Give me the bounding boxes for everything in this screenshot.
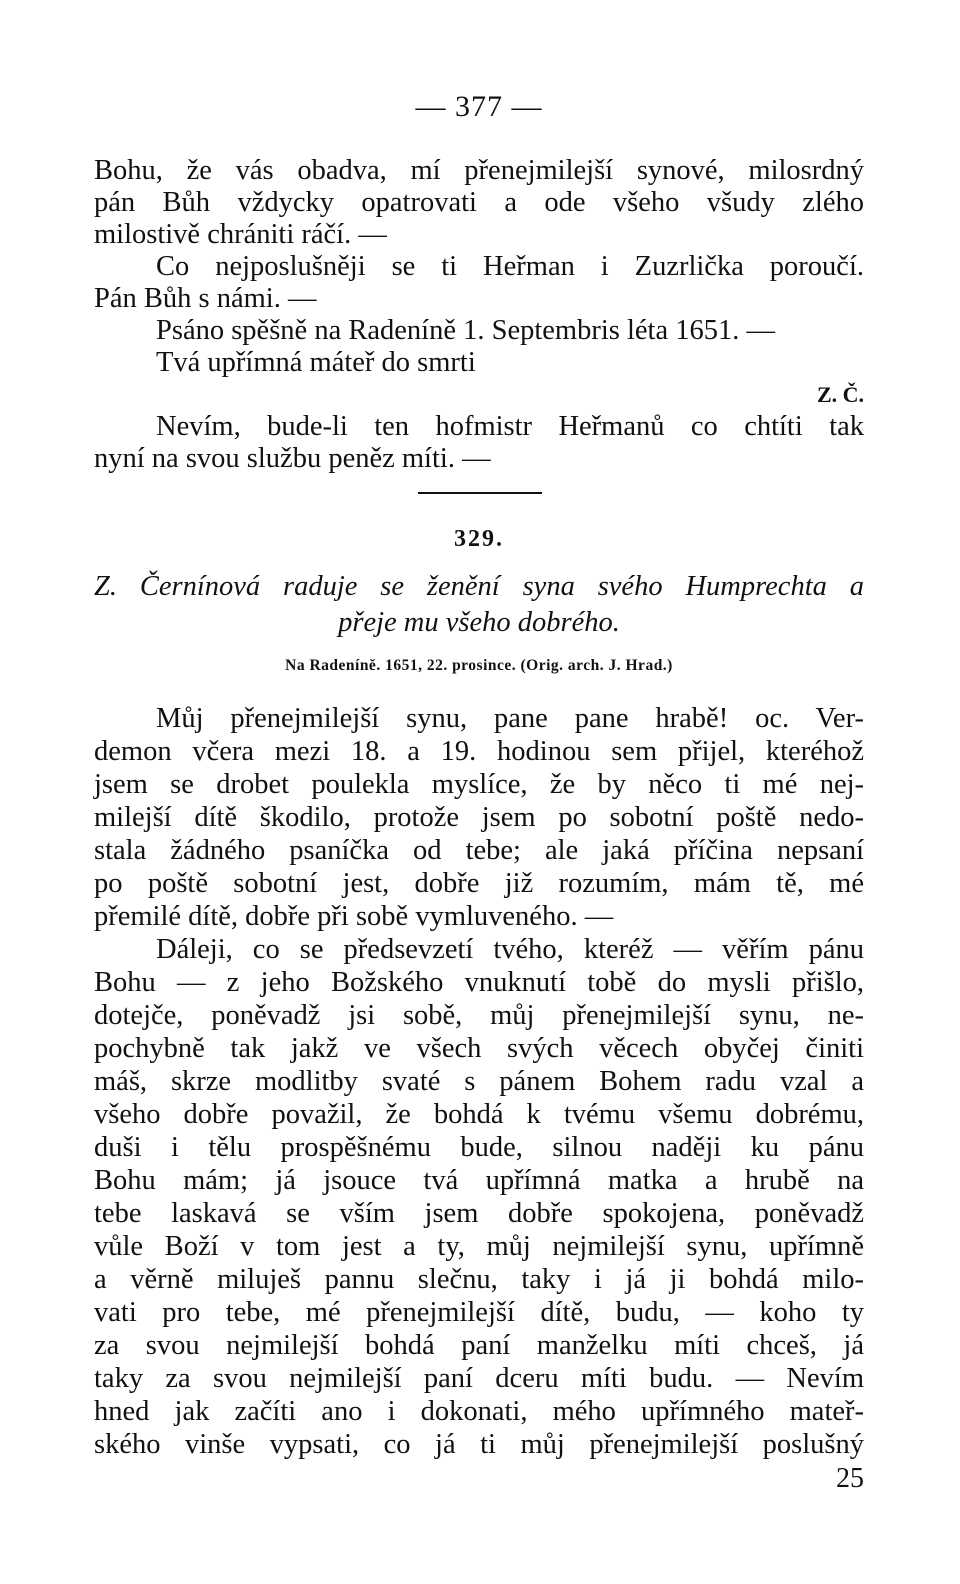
document-number: 329. (454, 526, 504, 552)
text-line: Dáleji, co se předsevzetí tvého, kteréž — věřím pánu (156, 934, 864, 965)
text-line: jsem se drobet poulekla myslíce, že by něco ti mé nej- (94, 769, 864, 800)
text-line: tebe laskavá se vším jsem dobře spokojena, poněvadž (94, 1198, 864, 1229)
text-line: Pán Bůh s námi. — (94, 283, 317, 314)
text-line: všeho dobře považil, že bohdá k tvému všemu dobrému, (94, 1099, 864, 1130)
text-line: po poště sobotní jest, dobře již rozumím, mám tě, mé (94, 868, 864, 899)
text-line: ského vinše vypsati, co já ti můj přenejmilejší poslušný (94, 1429, 864, 1460)
text-line: taky za svou nejmilejší paní dceru míti budu. — Nevím (94, 1363, 864, 1394)
source-note: Na Radeníně. 1651, 22. prosince. (Orig. arch. J. Hrad.) (285, 657, 673, 674)
text-line: milostivě chrániti ráčí. — (94, 219, 387, 250)
text-line: duši i tělu prospěšnému bude, silnou naději ku pánu (94, 1132, 864, 1163)
printer-signature-number: 25 (836, 1463, 864, 1494)
text-line: milejší dítě škodilo, protože jsem po sobotní poště nedo- (94, 802, 864, 833)
section-divider (418, 492, 542, 494)
text-line: hned jak začíti ano i dokonati, mého upřímného mateř- (94, 1396, 864, 1427)
text-line: vůle Boží v tom jest a ty, můj nejmilejší synu, upřímně (94, 1231, 864, 1262)
text-line: dotejče, poněvadž jsi sobě, můj přenejmilejší synu, ne- (94, 1000, 864, 1031)
signature-initials: Z. Č. (816, 382, 864, 407)
title-line: přeje mu všeho dobrého. (338, 607, 620, 638)
text-line: máš, skrze modlitby svaté s pánem Bohem radu vzal a (94, 1066, 864, 1097)
text-line: Co nejposlušněji se ti Heřman i Zuzrlička poroučí. (156, 251, 864, 282)
text-line: Nevím, bude-li ten hofmistr Heřmanů co chtíti tak (156, 411, 864, 442)
text-line: Bohu, že vás obadva, mí přenejmilejší synové, milosrdný (94, 155, 864, 186)
text-line: za svou nejmilejší bohdá paní manželku míti chceš, já (94, 1330, 864, 1361)
text-line: stala žádného psaníčka od tebe; ale jaká příčina nepsaní (94, 835, 864, 866)
text-line: Psáno spěšně na Radeníně 1. Septembris léta 1651. — (156, 315, 775, 346)
page-number: — 377 — (415, 90, 543, 123)
text-line: demon včera mezi 18. a 19. hodinou sem přijel, kteréhož (94, 736, 864, 767)
title-line: Z. Černínová raduje se ženění syna svého Humprechta a (94, 571, 864, 602)
text-line: vati pro tebe, mé přenejmilejší dítě, budu, — koho ty (94, 1297, 864, 1328)
book-page (94, 0, 864, 1584)
text-line: pán Bůh vždycky opatrovati a ode všeho všudy zlého (94, 187, 864, 218)
text-line: přemilé dítě, dobře při sobě vymluveného. — (94, 901, 614, 932)
text-line: Tvá upřímná máteř do smrti (156, 347, 476, 378)
text-line: Můj přenejmilejší synu, pane pane hrabě! oc. Ver- (156, 703, 864, 734)
text-line: nyní na svou službu peněz míti. — (94, 443, 491, 474)
text-line: pochybně tak jakž ve všech svých věcech obyčej činiti (94, 1033, 864, 1064)
text-line: Bohu mám; já jsouce tvá upřímná matka a hrubě na (94, 1165, 864, 1196)
text-line: a věrně miluješ pannu slečnu, taky i já ji bohdá milo- (94, 1264, 864, 1295)
text-line: Bohu — z jeho Božského vnuknutí tobě do mysli přišlo, (94, 967, 864, 998)
